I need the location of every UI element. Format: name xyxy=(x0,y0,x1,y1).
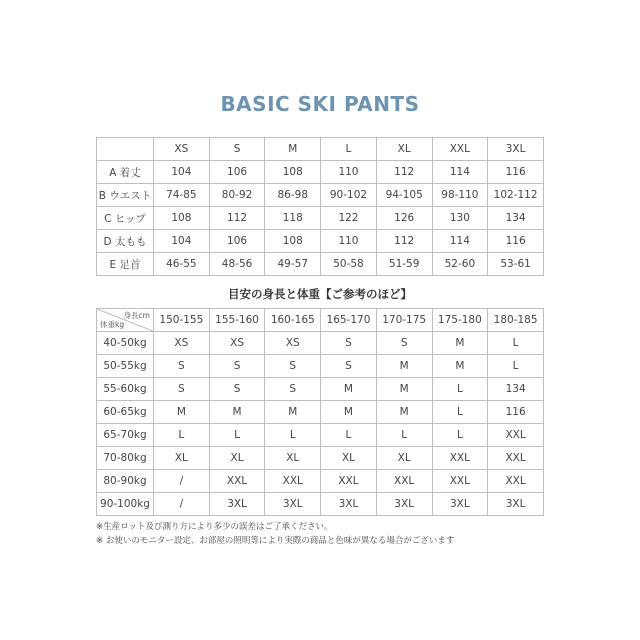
weight-row-label: 65-70kg xyxy=(97,424,154,447)
table-cell: L xyxy=(488,332,544,355)
table-row xyxy=(97,207,544,230)
table-row xyxy=(97,253,544,276)
table-cell: 108 xyxy=(154,207,210,230)
table-cell: XXL xyxy=(376,470,432,493)
table-cell: S xyxy=(209,378,265,401)
table-cell: L xyxy=(209,424,265,447)
size-column-header: L xyxy=(321,138,377,161)
table-cell: 110 xyxy=(321,161,377,184)
table-row xyxy=(97,401,544,424)
table-cell: S xyxy=(321,332,377,355)
table-cell: 116 xyxy=(488,401,544,424)
table-cell: XL xyxy=(321,447,377,470)
size-column-header: XXL xyxy=(432,138,488,161)
height-column-header: 150-155 xyxy=(154,309,210,332)
table-cell: 134 xyxy=(488,378,544,401)
table-cell: 126 xyxy=(376,207,432,230)
corner-cell xyxy=(97,309,154,332)
page-title: BASIC SKI PANTS xyxy=(220,92,420,116)
table-cell: XL xyxy=(376,447,432,470)
table-cell: 94-105 xyxy=(376,184,432,207)
table-cell: 86-98 xyxy=(265,184,321,207)
table-cell: M xyxy=(209,401,265,424)
table-cell: 3XL xyxy=(376,493,432,516)
height-column-header: 165-170 xyxy=(321,309,377,332)
table-cell: L xyxy=(376,424,432,447)
table-cell: S xyxy=(265,355,321,378)
table-cell: 114 xyxy=(432,161,488,184)
table-cell: 48-56 xyxy=(209,253,265,276)
table-cell: 118 xyxy=(265,207,321,230)
table-cell: S xyxy=(154,378,210,401)
weight-row-label: 70-80kg xyxy=(97,447,154,470)
row-label: B ウエスト xyxy=(97,184,154,207)
table-row xyxy=(97,493,544,516)
size-chart-table xyxy=(96,137,544,276)
table-cell: 3XL xyxy=(209,493,265,516)
note-line: ※生産ロット及び測り方により多少の誤差はご了承ください。 xyxy=(96,522,333,532)
table-cell: 3XL xyxy=(265,493,321,516)
table-cell: L xyxy=(265,424,321,447)
size-column-header: 3XL xyxy=(488,138,544,161)
table-cell: L xyxy=(321,424,377,447)
notes xyxy=(96,520,454,548)
weight-axis-label: 体重kg xyxy=(100,320,125,329)
guide-title: 目安の身長と体重【ご参考のほど】 xyxy=(228,287,412,301)
row-label: C ヒップ xyxy=(97,207,154,230)
table-cell: / xyxy=(154,470,210,493)
height-column-header: 155-160 xyxy=(209,309,265,332)
table-cell: XL xyxy=(154,447,210,470)
table-cell: 106 xyxy=(209,230,265,253)
table-row xyxy=(97,424,544,447)
weight-row-label: 80-90kg xyxy=(97,470,154,493)
table-cell: M xyxy=(265,401,321,424)
size-column-header: XS xyxy=(154,138,210,161)
table-cell: 112 xyxy=(209,207,265,230)
table-cell: 122 xyxy=(321,207,377,230)
table-cell: 49-57 xyxy=(265,253,321,276)
table-cell: XXL xyxy=(321,470,377,493)
table-row xyxy=(97,332,544,355)
table-cell: 98-110 xyxy=(432,184,488,207)
table-cell: 46-55 xyxy=(154,253,210,276)
table-cell: 106 xyxy=(209,161,265,184)
table-cell: 52-60 xyxy=(432,253,488,276)
table-cell: 110 xyxy=(321,230,377,253)
table-cell: XS xyxy=(265,332,321,355)
table-cell: XXL xyxy=(488,424,544,447)
size-column-header xyxy=(97,138,154,161)
table-cell: XL xyxy=(265,447,321,470)
table-cell: 134 xyxy=(488,207,544,230)
row-label: D 太もも xyxy=(97,230,154,253)
weight-row-label: 55-60kg xyxy=(97,378,154,401)
size-header-row xyxy=(97,138,544,161)
table-row xyxy=(97,230,544,253)
table-cell: 104 xyxy=(154,230,210,253)
table-row xyxy=(97,470,544,493)
height-column-header: 175-180 xyxy=(432,309,488,332)
table-cell: S xyxy=(154,355,210,378)
guide-header-row xyxy=(97,309,544,332)
table-cell: 80-92 xyxy=(209,184,265,207)
table-cell: S xyxy=(321,355,377,378)
table-cell: L xyxy=(432,401,488,424)
table-cell: M xyxy=(154,401,210,424)
weight-row-label: 60-65kg xyxy=(97,401,154,424)
size-column-header: XL xyxy=(376,138,432,161)
weight-row-label: 50-55kg xyxy=(97,355,154,378)
table-cell: M xyxy=(321,401,377,424)
table-cell: 74-85 xyxy=(154,184,210,207)
height-column-header: 180-185 xyxy=(488,309,544,332)
table-cell: XXL xyxy=(432,470,488,493)
table-cell: XL xyxy=(209,447,265,470)
table-cell: 108 xyxy=(265,230,321,253)
table-cell: L xyxy=(488,355,544,378)
table-row xyxy=(97,378,544,401)
size-guide-table xyxy=(96,308,544,516)
size-column-header: S xyxy=(209,138,265,161)
table-cell: 3XL xyxy=(488,493,544,516)
table-cell: M xyxy=(376,378,432,401)
height-axis-label: 身長cm xyxy=(123,311,150,320)
table-cell: 116 xyxy=(488,161,544,184)
table-cell: L xyxy=(432,378,488,401)
table-cell: M xyxy=(432,332,488,355)
table-cell: 112 xyxy=(376,161,432,184)
size-column-header: M xyxy=(265,138,321,161)
table-cell: XXL xyxy=(265,470,321,493)
table-cell: 53-61 xyxy=(488,253,544,276)
table-cell: M xyxy=(376,401,432,424)
table-cell: XXL xyxy=(432,447,488,470)
table-cell: XXL xyxy=(209,470,265,493)
table-cell: 112 xyxy=(376,230,432,253)
table-row xyxy=(97,184,544,207)
height-column-header: 160-165 xyxy=(265,309,321,332)
table-cell: S xyxy=(376,332,432,355)
table-cell: XXL xyxy=(488,447,544,470)
table-cell: L xyxy=(154,424,210,447)
table-cell: / xyxy=(154,493,210,516)
note-line: ※ お使いのモニター設定、お部屋の照明等により実際の商品と色味が異なる場合がございます xyxy=(96,536,455,546)
table-cell: 102-112 xyxy=(488,184,544,207)
table-cell: M xyxy=(376,355,432,378)
table-cell: 3XL xyxy=(432,493,488,516)
table-cell: XS xyxy=(154,332,210,355)
table-cell: 130 xyxy=(432,207,488,230)
table-row xyxy=(97,161,544,184)
table-cell: L xyxy=(432,424,488,447)
table-cell: 108 xyxy=(265,161,321,184)
table-cell: M xyxy=(432,355,488,378)
weight-row-label: 90-100kg xyxy=(97,493,154,516)
table-row xyxy=(97,447,544,470)
table-cell: 104 xyxy=(154,161,210,184)
row-label: E 足首 xyxy=(97,253,154,276)
height-column-header: 170-175 xyxy=(376,309,432,332)
table-cell: 90-102 xyxy=(321,184,377,207)
table-cell: XS xyxy=(209,332,265,355)
table-cell: S xyxy=(209,355,265,378)
table-cell: M xyxy=(321,378,377,401)
table-row xyxy=(97,355,544,378)
row-label: A 着丈 xyxy=(97,161,154,184)
table-cell: 3XL xyxy=(321,493,377,516)
table-cell: 51-59 xyxy=(376,253,432,276)
table-cell: S xyxy=(265,378,321,401)
table-cell: XXL xyxy=(488,470,544,493)
table-cell: 116 xyxy=(488,230,544,253)
table-cell: 114 xyxy=(432,230,488,253)
table-cell: 50-58 xyxy=(321,253,377,276)
weight-row-label: 40-50kg xyxy=(97,332,154,355)
